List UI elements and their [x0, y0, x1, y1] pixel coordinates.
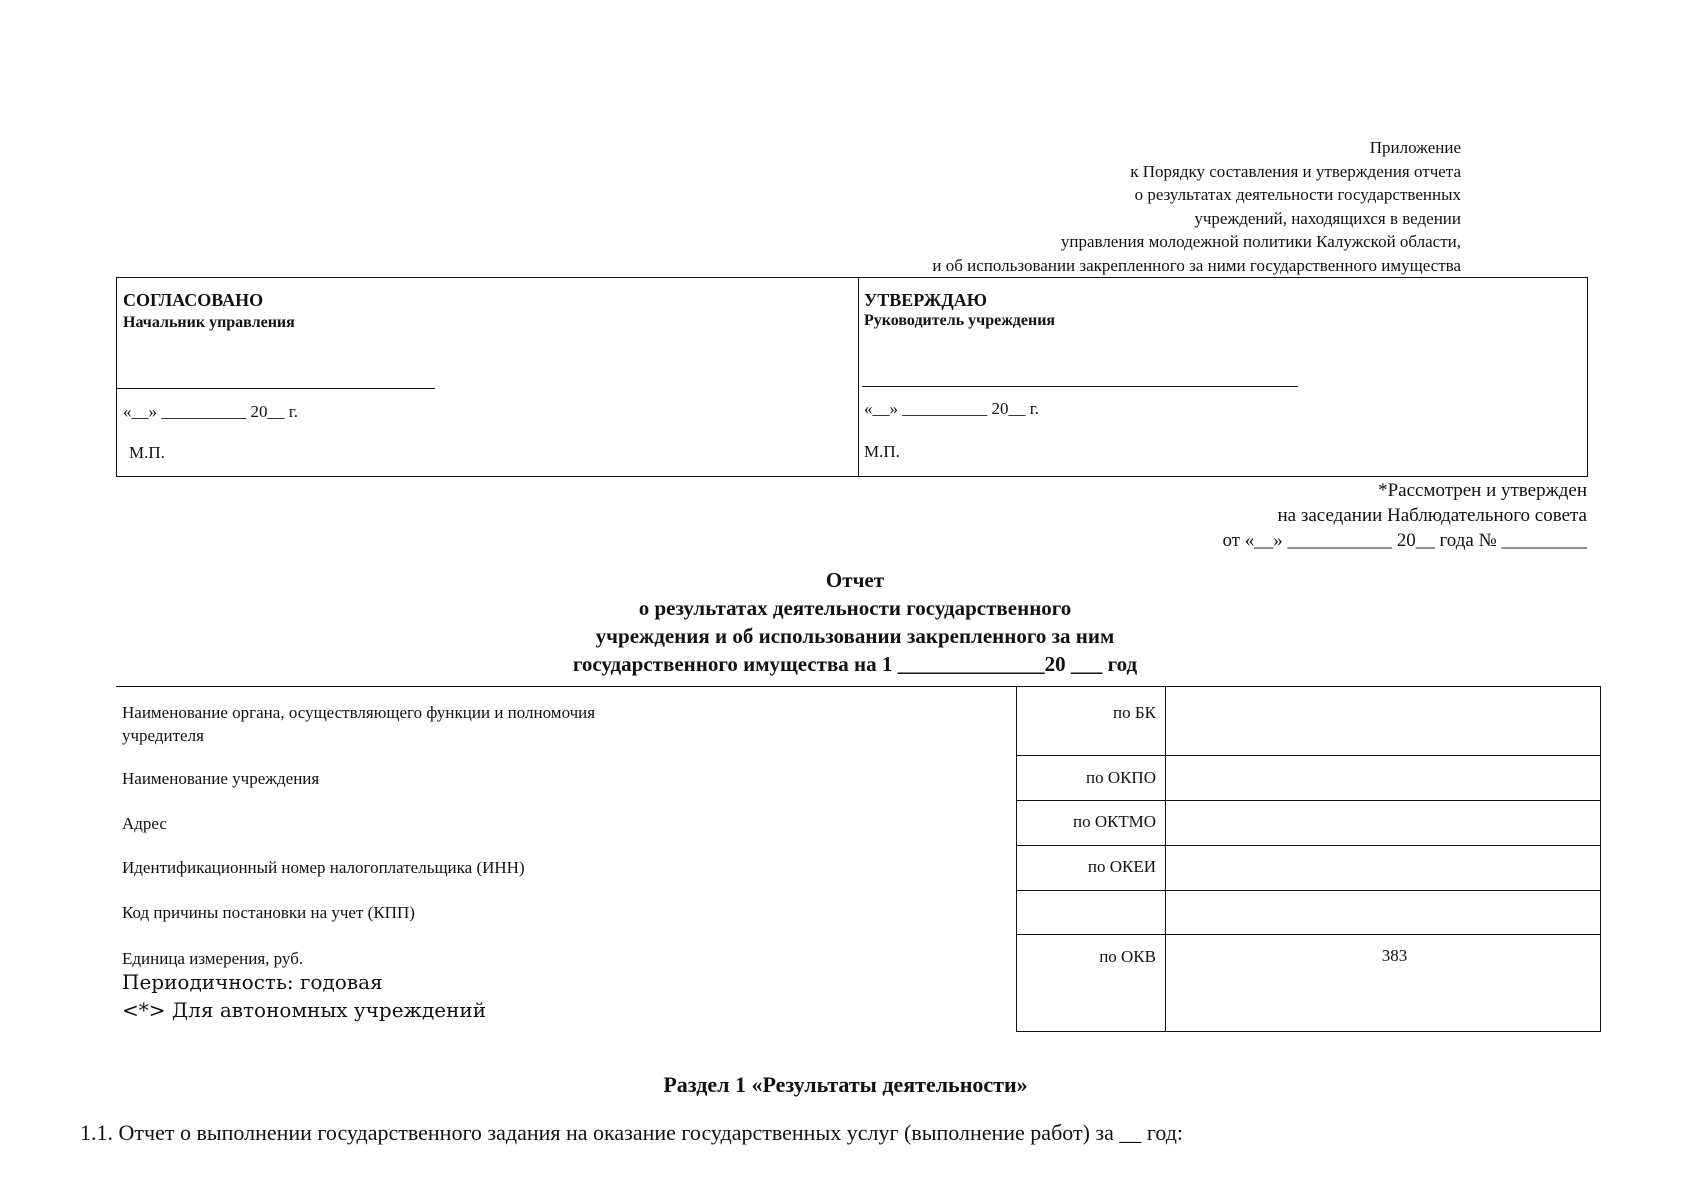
unit-label: Единица измерения, руб. — [122, 949, 304, 968]
report-title-line: Отчет — [825, 568, 885, 592]
report-title-line: государственного имущества на 1 ______________20 ___ год — [572, 652, 1138, 676]
approve-title: УТВЕРЖДАЮ — [864, 290, 988, 310]
report-title-line: о результатах деятельности государственного — [638, 596, 1072, 620]
approval-divider — [858, 278, 859, 476]
appendix-line: Приложение — [1369, 138, 1461, 157]
agreed-role: Начальник управления — [123, 314, 295, 331]
approve-seal: М.П. — [864, 442, 900, 461]
codes-row-divider — [1017, 890, 1600, 891]
institution-name-label: Наименование учреждения — [122, 769, 320, 788]
agreed-signature-line — [117, 388, 435, 389]
review-line: от «__» ___________ 20__ года № _________ — [1222, 530, 1587, 551]
codes-row-divider — [1017, 845, 1600, 846]
codes-row-divider — [1017, 800, 1600, 801]
appendix-block — [932, 136, 1461, 277]
appendix-line: учреждений, находящихся в ведении — [1194, 208, 1461, 228]
section-item-1-1: 1.1. Отчет о выполнении государственного задания на оказание государственных услуг (выполнение работ) за __ год: — [80, 1120, 1184, 1145]
address-label: Адрес — [122, 814, 167, 833]
code-bk: по БК — [1113, 703, 1156, 722]
codes-column-divider — [1165, 687, 1166, 1031]
agreed-seal: М.П. — [129, 443, 165, 462]
codes-row-divider — [1017, 934, 1600, 935]
kpp-label: Код причины постановки на учет (КПП) — [122, 903, 415, 922]
code-okpo: по ОКПО — [1085, 768, 1156, 787]
approve-signature-line — [862, 386, 1298, 387]
autonomous-note: <*> Для автономных учреждений — [122, 998, 487, 1022]
info-table — [116, 686, 1601, 1032]
founder-label: Наименование органа, осуществляющего функции и полномочия — [122, 703, 596, 722]
codes-row-divider — [1017, 755, 1600, 756]
founder-label-cont: учредителя — [122, 726, 204, 745]
approve-role: Руководитель учреждения — [864, 312, 1056, 329]
okv-value: 383 — [1381, 946, 1408, 965]
review-line: *Рассмотрен и утвержден — [1378, 480, 1587, 501]
agreed-title: СОГЛАСОВАНО — [123, 290, 264, 310]
supervisory-board-note — [1222, 478, 1587, 553]
periodicity-label: Периодичность: годовая — [122, 970, 383, 994]
agreed-date: «__» __________ 20__ г. — [123, 402, 299, 421]
appendix-line: к Порядку составления и утверждения отчета — [1130, 161, 1461, 181]
report-title — [390, 566, 1320, 678]
section-title: Раздел 1 «Результаты деятельности» — [663, 1072, 1028, 1097]
codes-table — [1016, 687, 1601, 1032]
appendix-line: управления молодежной политики Калужской области, — [1060, 232, 1461, 251]
report-title-line: учреждения и об использовании закрепленного за ним — [595, 624, 1115, 648]
inn-label: Идентификационный номер налогоплательщика (ИНН) — [122, 858, 525, 877]
code-okv: по ОКВ — [1099, 947, 1156, 966]
approve-date: «__» __________ 20__ г. — [864, 399, 1040, 418]
appendix-line: о результатах деятельности государственных — [1134, 185, 1461, 204]
code-okei: по ОКЕИ — [1087, 857, 1156, 876]
appendix-line: и об использовании закрепленного за ними государственного имущества — [932, 255, 1461, 275]
review-line: на заседании Наблюдательного совета — [1277, 505, 1587, 526]
approval-box — [116, 277, 1588, 477]
code-oktmo: по ОКТМО — [1072, 812, 1156, 831]
